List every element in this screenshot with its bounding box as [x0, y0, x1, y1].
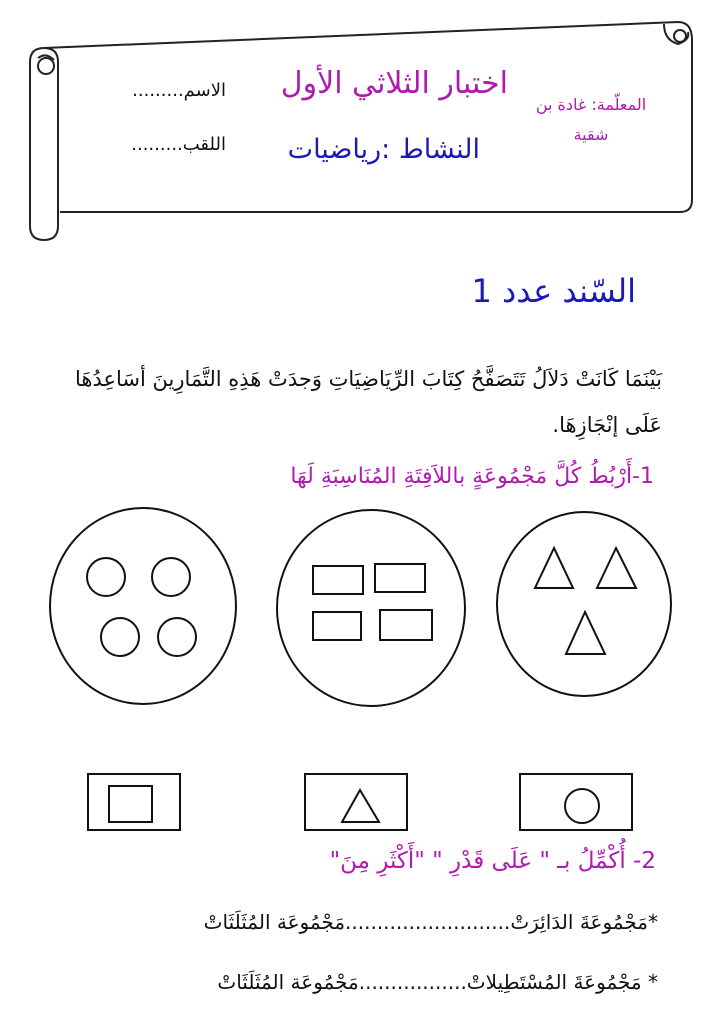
completion-line-2[interactable]: * مَجْمُوعَةَ المُسْتَطِيلاتْ.................مَجْمُوعَة المُثَلَثَاتْ	[217, 970, 658, 994]
question-1-text: 1-أَرْبُطُ كُلَّ مَجْمُوعَةٍ باللاَفِتَةِ المُنَاسِبَةِ لَهَا	[290, 464, 654, 489]
intro-paragraph: بَيْنَمَا كَانَتْ دَلاَلُ تَتَصَفَّحُ كِتَابَ الرِّيَاضِيَاتِ وَجدَتْ هَذِهِ التَّمَارِينَ أسَاعِدُهَا عَلَى إنْجَازِهَا.	[74, 367, 662, 437]
question-2-text: 2- أُكْمِّلُ بـ " عَلَى قَدْرِ " "أَكْثَرِ مِنَ"	[329, 848, 656, 874]
shapes-diagram	[0, 500, 720, 840]
set-rectangles[interactable]	[277, 510, 465, 706]
set-triangles[interactable]	[497, 512, 671, 696]
section-heading: السّند عدد 1	[471, 272, 636, 310]
label-box-square[interactable]	[88, 774, 180, 830]
exam-title: اختبار الثلاثي الأول	[280, 66, 508, 101]
set-circles[interactable]	[50, 508, 236, 704]
teacher-name: المعلّمة: غادة بن شقية	[535, 95, 647, 144]
name-field: الاسم.........	[132, 80, 226, 101]
label-box-circle[interactable]	[520, 774, 632, 830]
label-box-triangle[interactable]	[305, 774, 407, 830]
completion-line-1[interactable]: *مَجْمُوعَةَ الدَائِرَتْ..........................مَجْمُوعَة المُثَلَثَاتْ	[203, 910, 658, 934]
surname-field: اللقب.........	[131, 134, 226, 155]
activity-subject: النشاط :رياضيات	[287, 134, 480, 165]
